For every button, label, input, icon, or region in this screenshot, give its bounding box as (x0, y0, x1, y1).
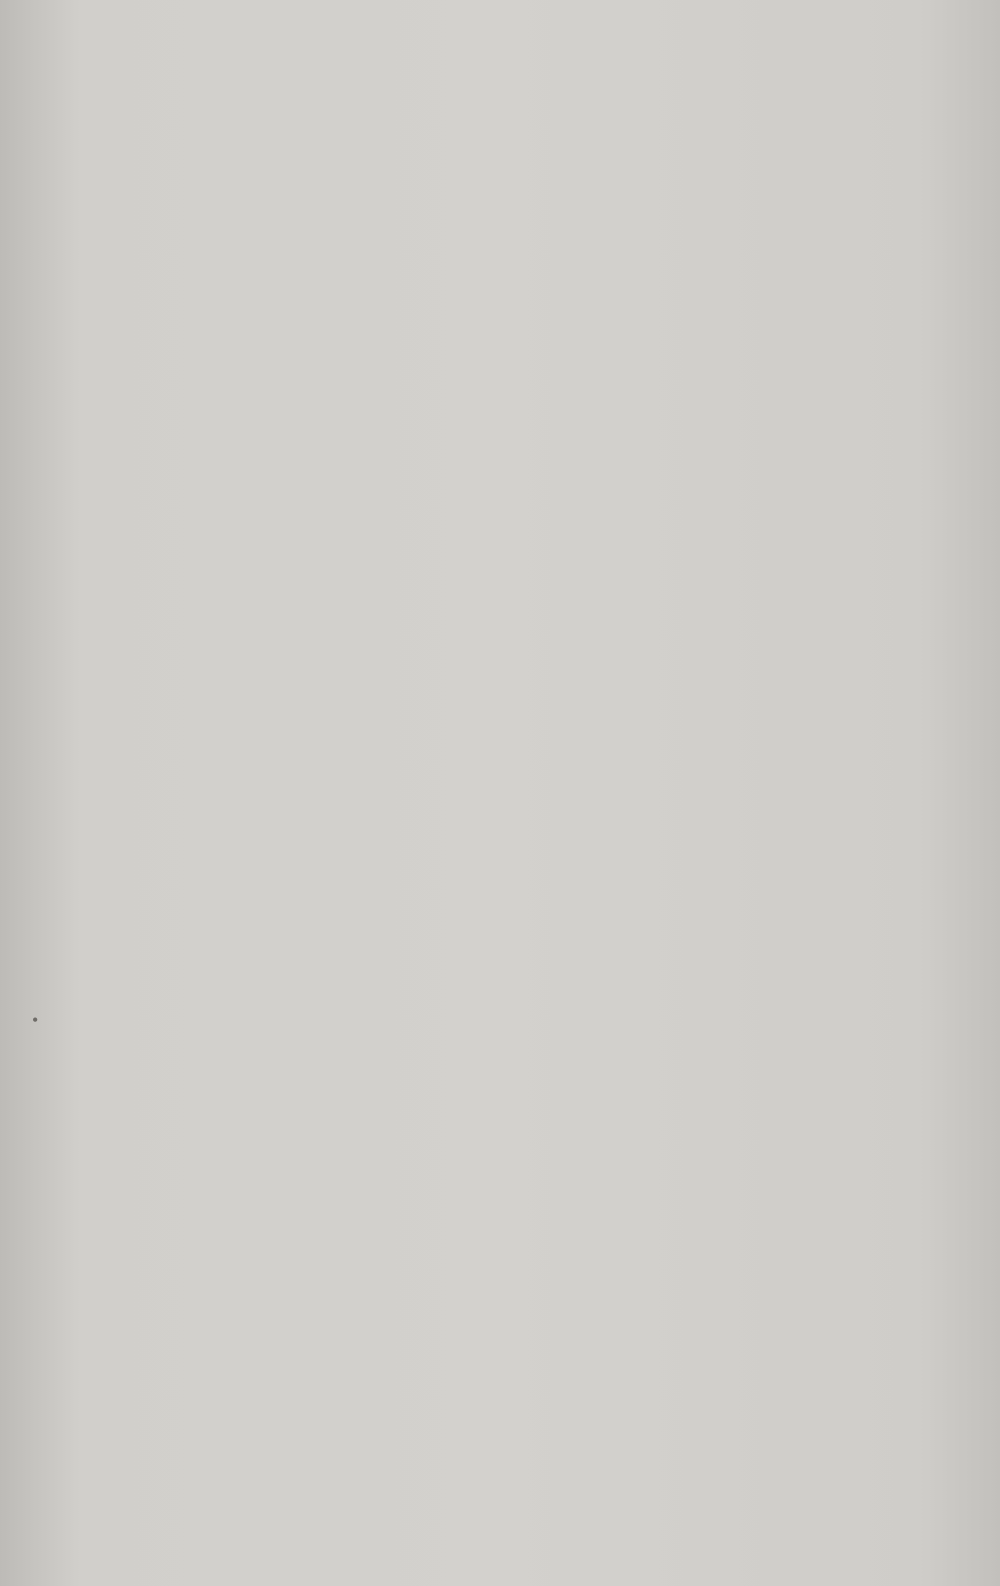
print-speck: • (32, 1010, 39, 1030)
